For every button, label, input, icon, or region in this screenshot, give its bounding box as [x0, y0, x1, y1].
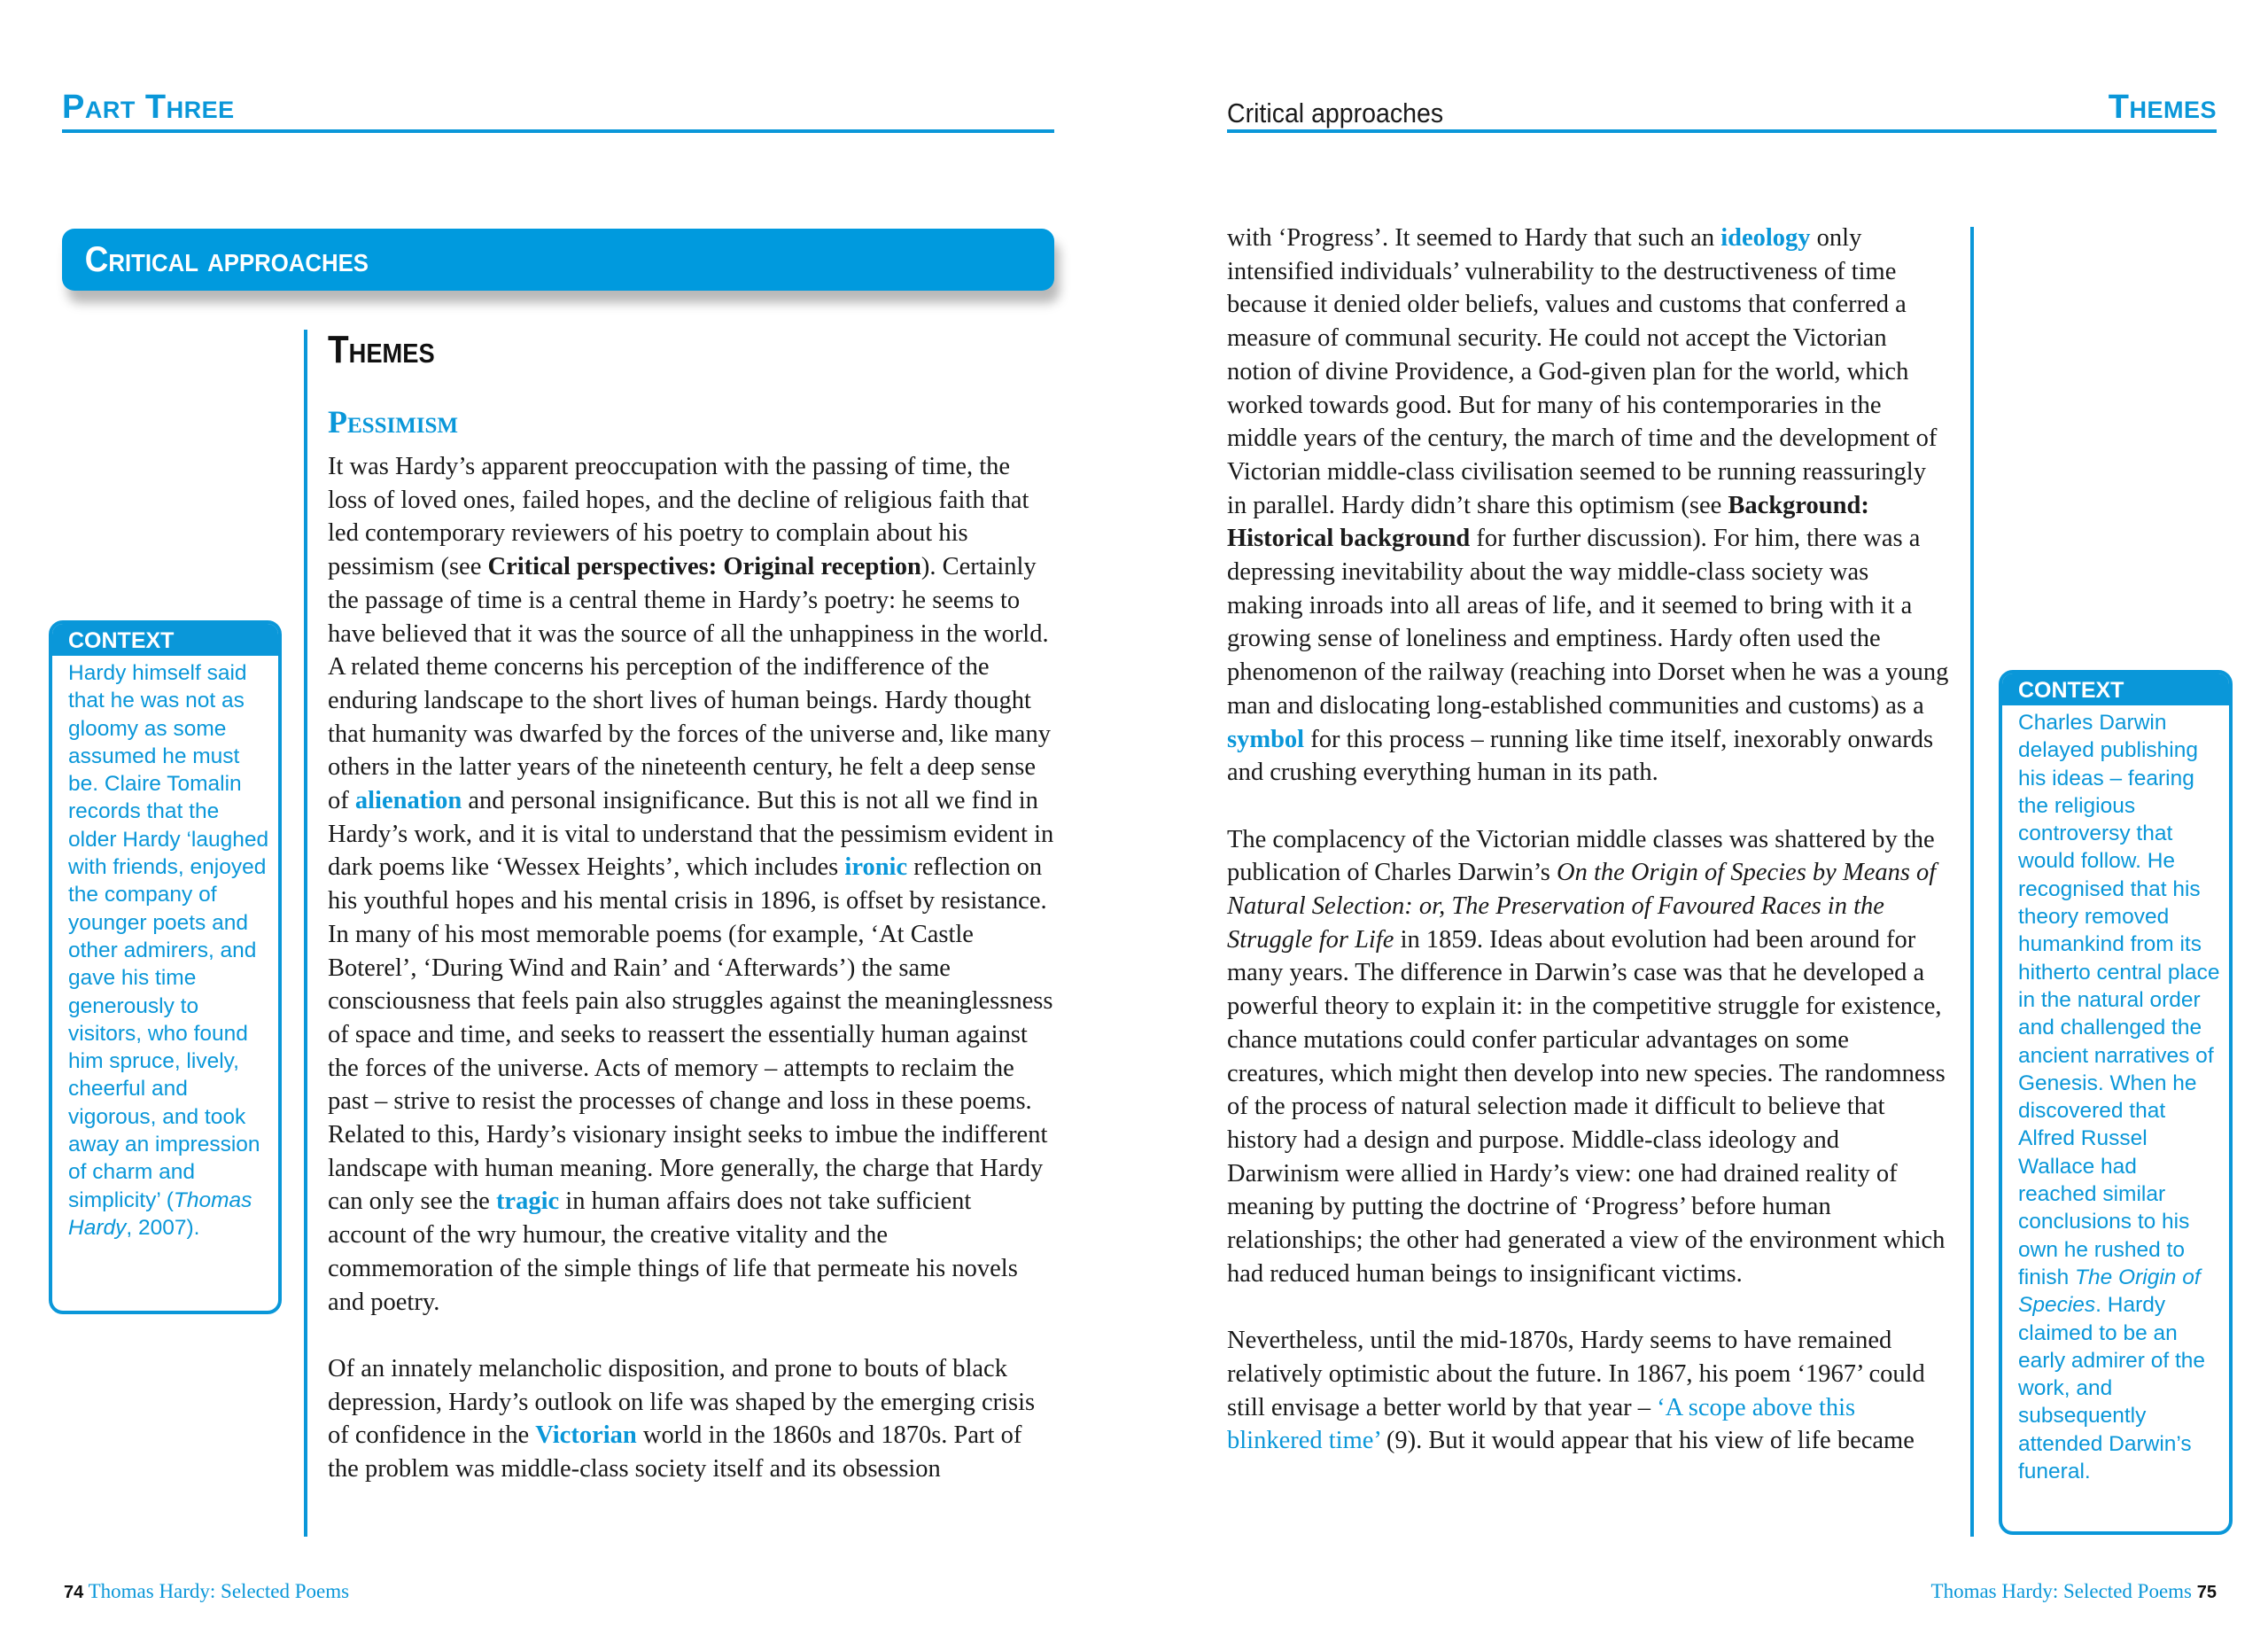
glossary-term: symbol	[1227, 725, 1305, 753]
footer-book-title: Thomas Hardy: Selected Poems	[1930, 1580, 2192, 1602]
text-run: with ‘Progress’. It seemed to Hardy that such an	[1227, 224, 1721, 252]
text-run: Nevertheless, until the mid-1870s, Hardy seems to have remained relatively optimistic about the future. In 1867, his poem ‘1967’ could still envisage a better world by that year –	[1227, 1327, 1925, 1421]
work-title: The Origin of Species	[2018, 1265, 2201, 1318]
right-column-rule	[1970, 227, 1974, 1537]
text-run: for further discussion). For him, there was a depressing inevitability about the way middle-class society was making inroads into all areas of life, and it seemed to bring with it a growing sense of loneliness and emptiness. Hardy often used the phenomenon of the railway (reaching into Dorset when he was a young man and dislocating long-established communities and customs) as a	[1227, 525, 1949, 720]
text-run: Of an innately melancholic disposition, and prone to bouts of black depression, Hardy’s outlook on life was shaped by the emerging crisis of confidence in the	[328, 1354, 1036, 1450]
left-context-box	[49, 620, 282, 1314]
left-column-rule	[304, 330, 307, 1537]
text-run: The complacency of the Victorian middle classes was shattered by the publication of Charles Darwin’s	[1227, 825, 1935, 887]
context-body	[2002, 705, 2229, 1492]
work-title: On the Origin of Species by Means of Natural Selection: or, The Preservation of Favoured Races in the Struggle for Life	[1227, 859, 1937, 954]
left-footer	[64, 1580, 349, 1603]
context-heading: CONTEXT	[2002, 674, 2229, 705]
text-run: , 2007).	[126, 1215, 200, 1240]
paragraph	[1227, 1324, 1949, 1458]
text-run: It was Hardy’s apparent preoccupation with the passing of time, the loss of loved ones, failed hopes, and the decline of religious faith that led contemporary reviewers of his poetry to complain about his pessimism (see	[328, 453, 1029, 581]
cross-reference: Background: Historical background	[1227, 491, 1869, 553]
right-context-box	[1999, 670, 2233, 1535]
paragraph	[328, 450, 1054, 1319]
text-run: reflection on his youthful hopes and his mental crisis in 1896, is offset by resistance. In many of his most memorable poems (for example, ‘At Castle Boterel’, ‘During Wind and Rain’ and ‘Afterwards’) the same consciousness that feels pain also struggles against the meaninglessness of space and time, and seeks to reassert the essentially human against the forces of the universe. Acts of memory – attempts to reclaim the past – strive to resist the processes of change and loss in these poems. Related to this, Hardy’s visionary insight seeks to imbue the indifferent landscape with human meaning. More generally, the charge that Hardy can only see the	[328, 853, 1053, 1216]
section-title: Themes	[328, 328, 435, 371]
glossary-term: ironic	[844, 853, 908, 882]
cross-reference: Critical perspectives: Original reception	[487, 553, 921, 581]
paragraph	[328, 1352, 1054, 1486]
left-body-text	[328, 450, 1054, 1486]
context-heading: CONTEXT	[52, 624, 278, 656]
paragraph	[1227, 222, 1949, 790]
subsection-title: Pessimism	[328, 404, 459, 440]
glossary-term: ideology	[1720, 224, 1811, 252]
text-run: only intensified individuals’ vulnerability to the destructiveness of time because it denied older beliefs, values and customs that conferred a measure of communal security. He could not accept the Victorian notion of divine Providence, a God-given plan for the world, which worked towards good. But for many of his contemporaries in the middle years of the century, the march of time and the development of Victorian middle-class civilisation seemed to be running reassuringly in parallel. Hardy didn’t share this optimism (see	[1227, 224, 1938, 519]
right-body-text	[1227, 222, 1949, 1458]
text-run: and personal insignificance. But this is not all we find in Hardy’s work, and it is vital to understand that the pessimism evident in dark poems like ‘Wessex Heights’, which includes	[328, 787, 1054, 882]
text-run: Hardy himself said that he was not as gloomy as some assumed he must be. Claire Tomalin records that the older Hardy ‘laughed with friends, enjoyed the company of younger poets and other admirers, and gave his time generously to visitors, who found him spruce, lively, cheerful and vigorous, and took away an impression of charm and simplicity’ (	[68, 661, 269, 1212]
text-run: . Hardy claimed to be an early admirer of the work, and subsequently attended Darwin’s funeral.	[2018, 1293, 2206, 1484]
glossary-term: Victorian	[535, 1421, 637, 1450]
right-running-title: Critical approaches	[1227, 97, 1444, 128]
left-header-rule	[62, 129, 1054, 133]
footer-book-title: Thomas Hardy: Selected Poems	[88, 1580, 350, 1602]
banner-title: Critical approaches	[84, 240, 369, 279]
right-running-head: Themes	[2108, 89, 2217, 126]
glossary-term: alienation	[354, 787, 462, 815]
section-banner	[62, 229, 1054, 291]
text-run: for this process – running like time itself, inexorably onwards and crushing everything human in its path.	[1227, 725, 1934, 787]
paragraph	[1227, 823, 1949, 1291]
page-number: 75	[2196, 1583, 2217, 1602]
right-footer	[1931, 1580, 2217, 1603]
text-run: world in the 1860s and 1870s. Part of the problem was middle-class society itself and its obsession	[328, 1421, 1022, 1483]
text-run: (9). But it would appear that his view of life became	[1379, 1427, 1915, 1455]
right-header-rule	[1227, 129, 2217, 133]
page-number: 74	[64, 1583, 84, 1602]
poem-quotation: ‘A scope above this blinkered time’	[1227, 1393, 1856, 1455]
text-run: in 1859. Ideas about evolution had been around for many years. The difference in Darwin’s case was that he developed a powerful theory to explain it: in the competitive struggle for existence, chance mutations could confer particular advantages on some creatures, which might then develop into new species. The randomness of the process of natural selection made it difficult to believe that history had a design and purpose. Middle-class ideology and Darwinism were allied in Hardy’s view: one had drained reality of meaning by putting the doctrine of ‘Progress’ before human relationships; the other had generated a view of the environment which had reduced human beings to insignificant victims.	[1227, 925, 1946, 1288]
text-run: ). Certainly the passage of time is a central theme in Hardy’s poetry: he seems to have believed that it was the source of all the unhappiness in the world. A related theme concerns his perception of the indifference of the enduring landscape to the short lives of human beings. Hardy thought that humanity was dwarfed by the forces of the universe and, like many others in the latter years of the nineteenth century, he felt a deep sense of	[328, 553, 1051, 815]
left-running-head: Part Three	[62, 89, 235, 126]
text-run: in human affairs does not take sufficient account of the wry humour, the creative vitality and the commemoration of the simple things of life that permeate his novels and poetry.	[328, 1187, 1018, 1316]
glossary-term: tragic	[495, 1187, 560, 1216]
work-title: Thomas Hardy	[68, 1187, 252, 1240]
text-run: Charles Darwin delayed publishing his ideas – fearing the religious controversy that would follow. He recognised that his theory removed humankind from its hitherto central place in the natural order and challenged the ancient narratives of Genesis. When he discovered that Alfred Russel Wallace had reached similar conclusions to his own he rushed to finish	[2018, 711, 2220, 1289]
context-body	[52, 656, 278, 1249]
